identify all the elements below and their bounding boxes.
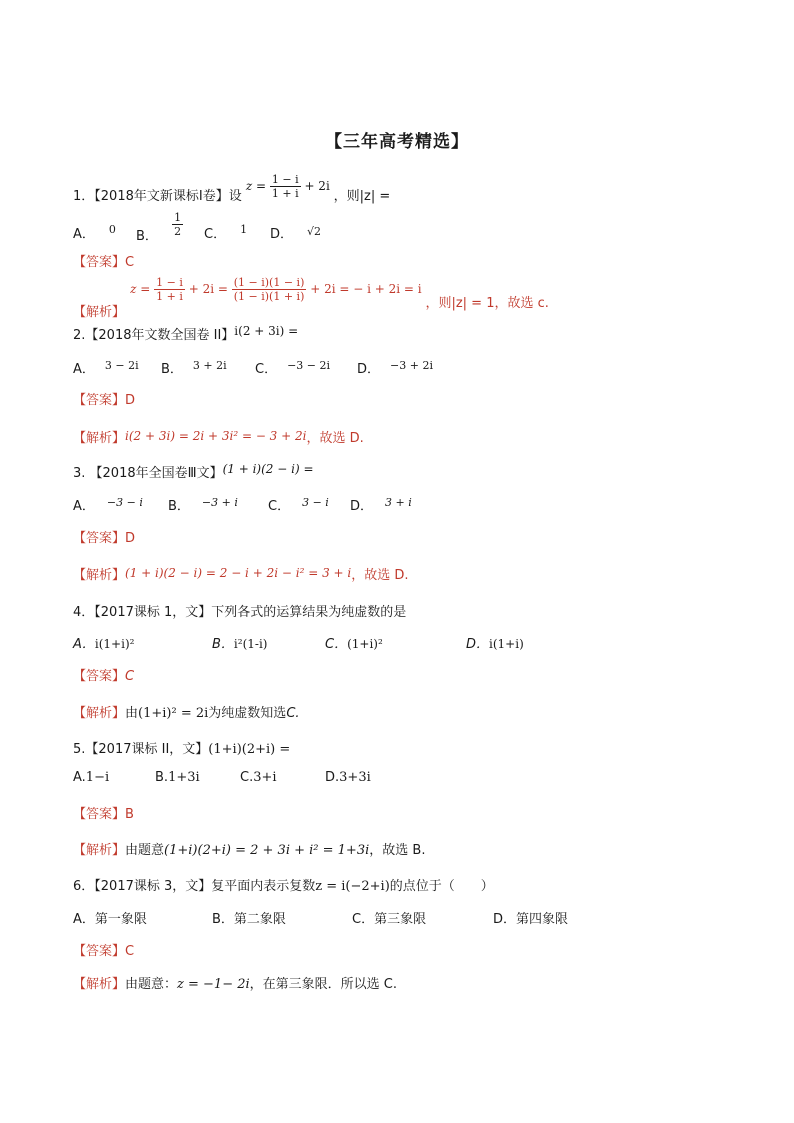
q1-answer-tag: 【答案】 [73,255,126,270]
q2-option-a-value: 3 − 2i [104,359,139,372]
q3-option-c [268,495,329,514]
q5-answer-tag: 【答案】 [73,807,126,822]
q5-option-a-label: A. [73,770,86,785]
q5-solution-expr: (1+i)(2+i) = 2 + 3i + i² = 1+3i [164,843,370,858]
q4-option-a-label: A． [73,637,95,652]
q3-option-a-label: A． [73,499,95,514]
q3-answer-tag: 【答案】 [73,531,126,546]
q4-option-c-value: (1+i)² [347,637,383,651]
question-2-prefix: 2.【2018年文数全国卷 II】 [73,328,235,343]
q4-option-d-label: D． [466,637,490,652]
q1-option-a-label: A． [73,227,95,242]
q1-option-c [204,223,247,242]
q2-analysis [73,427,364,446]
q4-answer [73,665,134,684]
q4-solution-post: 为纯虚数知选 [208,706,287,721]
q5-solution-pre: 由题意 [125,843,165,858]
q1-tail: + 2i [304,179,330,193]
q6-option-d [493,908,568,927]
q6-option-a-label: A． [73,912,95,927]
q1-sol-f2-num: (1 − i)(1 − i) [233,276,305,289]
q1-sol-conclude: ，则|z| = 1，故选 c. [425,296,549,311]
q3-analysis [73,564,409,583]
q5-answer-value: B [125,807,134,822]
q3-option-a-value: −3 − i [106,496,143,509]
q1-sol-mid: + 2i = [188,282,228,296]
q5-conclude: ，故选 B. [369,843,426,858]
question-3 [73,462,314,481]
q2-option-a [73,358,139,377]
q2-option-c [255,358,330,377]
q4-answer-tag: 【答案】 [73,669,126,684]
q1-option-a [73,223,116,242]
q3-option-a [73,495,143,514]
q5-option-a [73,770,109,785]
q1-sol-f1-den: 1 + i [156,290,183,303]
q5-option-d [325,770,371,785]
q2-option-b-label: B． [161,362,183,377]
question-1-ask: ，则|z| = [333,189,391,204]
question-3-expression: (1 + i)(2 − i) = [222,462,314,476]
q6-solution-pre: 由题意： [125,977,178,992]
q2-option-a-label: A． [73,362,95,377]
q3-option-c-label: C． [268,499,291,514]
q5-option-a-value: 1−i [85,770,110,785]
q6-analysis [73,973,397,992]
q4-option-b-value: i²(1-i) [233,637,268,651]
q3-solution: (1 + i)(2 − i) = 2 − i + 2i − i² = 3 + i [125,566,352,580]
question-6 [73,875,494,894]
q1-option-d-label: D． [270,227,294,242]
q3-option-b-value: −3 + i [201,496,238,509]
q2-option-c-value: −3 − 2i [287,359,331,372]
question-1 [73,173,391,210]
q1-option-a-value: 0 [108,223,116,236]
question-6-prefix: 6．【2017课标 3，文】复平面内表示复数 [73,879,316,894]
q1-sol-end: + 2i = − i + 2i = i [310,282,422,296]
question-1-expression [245,173,334,200]
question-6-suffix: 的点位于（ ） [389,879,494,894]
q5-option-b [155,770,200,785]
q6-answer [73,940,134,959]
q4-solution-expr: (1+i)² = 2i [138,706,209,721]
q2-option-d [357,358,433,377]
q4-option-b [212,633,267,652]
q6-option-b [212,908,286,927]
q2-option-c-label: C． [255,362,278,377]
q5-option-b-label: B. [155,770,169,785]
q1-frac-den: 1 + i [271,187,299,200]
question-5-expression: (1+i)(2+i) = [208,742,291,757]
q3-option-c-value: 3 − i [302,496,329,509]
q3-option-d-value: 3 + i [385,496,412,509]
q2-option-d-value: −3 + 2i [390,359,433,372]
question-1-prefix: 1．【2018年文新课标I卷】设 [73,189,242,204]
q1-sol-frac-1 [154,276,185,303]
q4-solution-end: C. [286,706,300,721]
q6-option-a-value: 第一象限 [94,912,147,927]
q1-frac-num: 1 − i [271,173,299,186]
q1-fraction [270,173,301,200]
q5-option-c-value: 3+i [253,770,277,785]
question-5-prefix: 5.【2017课标 II，文】 [73,742,209,757]
q1-option-d [270,223,321,242]
q5-option-c-label: C. [240,770,254,785]
q1-option-c-value: 1 [240,223,248,236]
q5-option-d-label: D. [325,770,340,785]
q1-answer [73,251,134,270]
q6-option-b-label: B． [212,912,234,927]
q2-solution: i(2 + 3i) = 2i + 3i² = − 3 + 2i [125,429,307,443]
q4-option-b-label: B． [212,637,234,652]
q3-answer [73,527,135,546]
q1-analysis [73,276,549,320]
q4-option-d [466,633,524,652]
q2-analysis-tag: 【解析】 [73,431,126,446]
q6-answer-value: C [125,944,135,959]
q2-option-d-label: D． [357,362,381,377]
q1-option-b [136,211,183,250]
q6-answer-tag: 【答案】 [73,944,126,959]
q1-option-c-label: C． [204,227,227,242]
q5-option-c [240,770,277,785]
q6-solution-expr: z = −1− 2i [177,977,250,992]
q4-option-a-value: i(1+i)² [94,637,135,651]
q6-option-c [352,908,426,927]
q1-sol-frac-2 [232,276,307,303]
q6-option-d-label: D． [493,912,517,927]
q6-conclude: ，在第三象限．所以选 C. [249,977,397,992]
q2-conclude: ，故选 D. [306,431,364,446]
q1-sol-f1-num: 1 − i [156,276,183,289]
question-5 [73,738,290,757]
q1-sol-f2-den: (1 − i)(1 + i) [233,290,305,303]
q1-solution [130,276,425,303]
q1-option-b-num: 1 [174,211,182,224]
q2-option-b-value: 3 + 2i [192,359,227,372]
q3-answer-value: D [125,531,136,546]
q1-analysis-tag: 【解析】 [73,305,126,320]
q6-option-d-value: 第四象限 [516,912,569,927]
q4-option-c-label: C． [325,637,348,652]
question-3-prefix: 3. 【2018年全国卷Ⅲ文】 [73,466,223,481]
q1-z-eq: z = [245,179,267,193]
q4-analysis [73,702,300,721]
question-2 [73,324,298,343]
page-title: 【三年高考精选】 [325,132,469,152]
q6-option-a [73,908,147,927]
q2-answer-tag: 【答案】 [73,393,126,408]
q4-answer-value: C [125,669,135,684]
question-4: 4．【2017课标 1，文】下列各式的运算结果为纯虚数的是 [73,605,407,620]
q3-analysis-tag: 【解析】 [73,568,126,583]
q2-answer [73,389,135,408]
q5-analysis-tag: 【解析】 [73,843,126,858]
q5-answer [73,803,134,822]
q6-option-c-label: C． [352,912,375,927]
q1-option-b-value [172,211,183,238]
q3-option-b-label: B． [168,499,190,514]
q4-option-c [325,633,383,652]
q6-option-b-value: 第二象限 [233,912,286,927]
q6-analysis-tag: 【解析】 [73,977,126,992]
question-2-expression: i(2 + 3i) = [234,324,299,338]
q2-option-b [161,358,227,377]
q4-solution-pre: 由 [125,706,139,721]
q5-option-b-value: 1+3i [168,770,200,785]
q5-option-d-value: 3+3i [339,770,371,785]
q4-analysis-tag: 【解析】 [73,706,126,721]
q2-answer-value: D [125,393,136,408]
q3-option-b [168,495,238,514]
q5-analysis [73,839,425,858]
q4-option-d-value: i(1+i) [489,637,524,651]
q1-sol-z: z = [130,282,151,296]
q3-conclude: ，故选 D. [351,568,409,583]
q1-option-b-label: B． [136,229,158,244]
q1-answer-value: C [125,255,135,270]
q3-option-d-label: D． [350,499,374,514]
q6-option-c-value: 第三象限 [374,912,427,927]
question-6-expression: z = i(−2+i) [315,879,390,894]
q1-option-b-den: 2 [174,225,182,238]
q1-option-d-value: √2 [307,225,322,238]
q4-option-a [73,633,134,652]
q3-option-d [350,495,412,514]
